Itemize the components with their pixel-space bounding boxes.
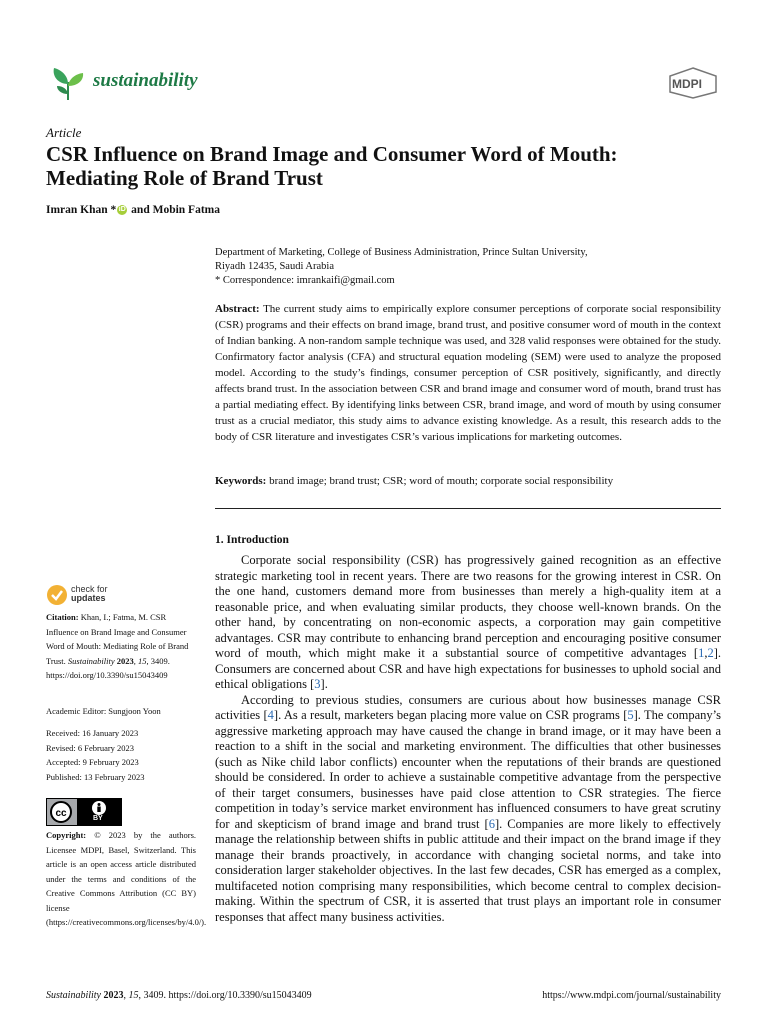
accepted-date: Accepted: 9 February 2023 xyxy=(46,757,139,767)
cc-by-label: BY xyxy=(93,815,103,822)
keywords-label: Keywords: xyxy=(215,475,267,487)
article-type: Article xyxy=(46,125,82,140)
affiliation xyxy=(215,246,725,288)
citation-block: Citation: Khan, I.; Fatma, M. CSR Influence on Brand Image and Consumer Word of Mouth: Mediating Role of Brand Trust. Sustainability 2023, 15, 3409. https://doi.org/10.3390/su15043409 xyxy=(46,612,189,680)
citation-link[interactable]: 5 xyxy=(627,708,634,722)
footer-citation: Sustainability 2023, 15, 3409. https://doi.org/10.3390/su15043409 xyxy=(46,990,312,1001)
citation-link[interactable]: 1 xyxy=(698,646,705,660)
citation-link[interactable]: 3 xyxy=(314,677,321,691)
footer-journal-url[interactable]: https://www.mdpi.com/journal/sustainability xyxy=(542,990,721,1001)
author-2: and Mobin Fatma xyxy=(131,204,220,216)
publisher-name: MDPI xyxy=(672,77,702,91)
correspondence: * Correspondence: imrankaifi@gmail.com xyxy=(215,275,395,286)
abstract xyxy=(215,301,721,445)
svg-text:cc: cc xyxy=(55,808,67,819)
received-date: Received: 16 January 2023 xyxy=(46,728,139,738)
paper-title: CSR Influence on Brand Image and Consumer Word of Mouth: Mediating Role of Brand Trust xyxy=(46,142,618,190)
check-for-updates-badge[interactable] xyxy=(46,584,146,608)
keywords xyxy=(215,473,721,489)
academic-editor: Academic Editor: Sungjoon Yoon xyxy=(46,706,161,716)
citation-link[interactable]: 4 xyxy=(267,708,274,722)
affiliation-line-1: Department of Marketing, College of Business Administration, Prince Sultan University, xyxy=(215,247,588,258)
orcid-icon[interactable]: iD xyxy=(118,206,126,214)
check-updates-text: check for updates xyxy=(71,584,108,603)
check-updates-icon xyxy=(46,584,68,606)
keywords-text: brand image; brand trust; CSR; word of mouth; corporate social responsibility xyxy=(269,475,614,487)
paragraph-1: Corporate social responsibility (CSR) has progressively gained recognition as an effective strategic marketing tool in recent years. There are two reasons for the growing interest in CSR. On the one hand, customers demand more from businesses than merely a high-quality item at a reasonable price, and when evaluating similar products, they choose well-known brands. On the other hand, by concentrating on non-economic aspects, a corporation may gain competitive advantages. CSR may contribute to enhancing brand perception and encouraging positive consumer word of mouth, which might make it a substantial source of competitive advantages [1,2]. Consumers are concerned about CSR and have high expectations for businesses to uphold social and ethical obligations [3]. xyxy=(215,553,721,691)
citation-link[interactable]: 2 xyxy=(707,646,714,660)
author-1: Imran Khan * xyxy=(46,204,117,216)
copyright-block: Copyright: © 2023 by the authors. Licensee MDPI, Basel, Switzerland. This article is an open access article distributed under the terms and conditions of the Creative Commons Attribution (CC BY) license (https://creativecommons.org/licenses/by/4.0/). xyxy=(46,830,207,927)
journal-name: sustainability xyxy=(93,70,198,91)
divider xyxy=(215,508,721,509)
abstract-text: The current study aims to empirically explore consumer perceptions of corporate social responsibility (CSR) programs and their effects on brand image, brand trust, and positive consumer word of mouth in the context of Indian banking. A non-random sample technique was used, and 328 valid responses were obtained for the study. Confirmatory factor analysis (CFA) and structural equation modeling (SEM) were used to analyze the proposed model. According to the study’s findings, consumer perception of CSR positively, significantly, and directly affects brand trust. In the association between CSR and brand image and consumer word of mouth, brand trust has a partial mediating effect. By identifying links between CSR, brand image, and word of mouth by using consumer trust as a crucial mediator, this study aims to advance existing knowledge. As a result, this research adds to the body of CSR literature and investigates CSR’s various implications for marketing outcomes. xyxy=(215,303,721,443)
dates-block xyxy=(46,726,196,784)
cc-by-badge[interactable] xyxy=(46,798,122,826)
author-list xyxy=(46,204,220,216)
introduction-body xyxy=(215,553,721,925)
revised-date: Revised: 6 February 2023 xyxy=(46,742,135,753)
mdpi-logo xyxy=(666,66,720,100)
paragraph-2: According to previous studies, consumers are curious about how businesses manage CSR activities [4]. As a result, marketers began placing more value on CSR programs [5]. The company’s aggressive marketing approach may have caused the change in brand image, or it may have been a reaction to a shift in the social and marketing environment. The difficulties that other businesses (such as Nike child labor conflicts) encounter when the reputations of their brands are questioned should be considered. In order to achieve a sustainable competitive advantage from the perspective of their target consumers, businesses have paid close attention to CSR strategies. The fierce competition in today’s service market environment has influenced consumers to have great scrutiny for and skepticism of brand image and brand trust [6]. Companies are more likely to effectively manage the relationship between shifts in public attitude and their impact on the brand image if they manage their brands proactively, in accordance with changing societal norms, and take into consideration larger stakeholder objectives. In the last few decades, CSR has emerged as a complex, multifaceted notion comprising many responsibilities, which become central to complex decision-making. Within the spectrum of CSR, it is asserted that trust plays an important role in consumer responses that affect many business activities. xyxy=(215,692,722,924)
affiliation-line-2: Riyadh 12435, Saudi Arabia xyxy=(215,261,334,272)
sustainability-logo-icon xyxy=(48,64,88,102)
attribution-person-icon xyxy=(91,800,107,816)
section-heading: 1. Introduction xyxy=(215,534,289,546)
abstract-label: Abstract: xyxy=(215,303,260,315)
published-date: Published: 13 February 2023 xyxy=(46,771,145,782)
creative-commons-icon xyxy=(50,801,72,823)
citation-link[interactable]: 6 xyxy=(488,816,495,831)
